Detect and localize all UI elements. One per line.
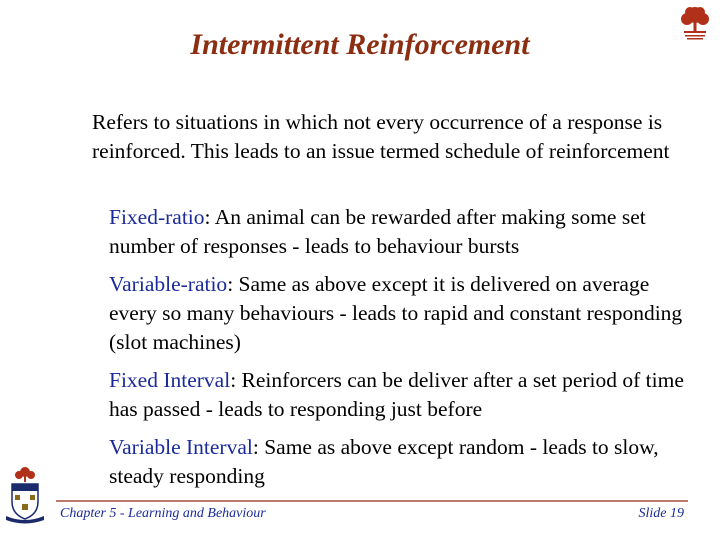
bullet-fixed-ratio bbox=[109, 203, 699, 261]
bullet-fixed-interval bbox=[109, 366, 699, 424]
intro-paragraph: Refers to situations in which not every occurrence of a response is reinforced. This leads to an issue termed schedule of reinforcement bbox=[92, 110, 670, 163]
bullet-text: : An animal can be rewarded after making some set number of responses - leads to behaviour bursts bbox=[109, 205, 646, 258]
bullet-term: Fixed Interval bbox=[109, 368, 231, 392]
bullet-text: : Reinforcers can be deliver after a set period of time has passed - leads to responding just before bbox=[109, 368, 684, 421]
footer-rule bbox=[56, 500, 688, 502]
slide-title: Intermittent Reinforcement bbox=[190, 28, 530, 61]
bullet-term: Fixed-ratio bbox=[109, 205, 205, 229]
bullet-term: Variable-ratio bbox=[109, 272, 228, 296]
bullet-text: : Same as above except random - leads to slow, steady responding bbox=[109, 435, 659, 488]
bullet-text: : Same as above except it is delivered on average every so many behaviours - leads to rapid and constant responding (slot machines) bbox=[109, 272, 683, 354]
bullet-term: Variable Interval bbox=[109, 435, 253, 459]
bullet-variable-interval bbox=[109, 433, 699, 491]
university-crest-icon bbox=[4, 464, 46, 526]
footer-chapter: Chapter 5 - Learning and Behaviour bbox=[60, 506, 266, 521]
bullet-variable-ratio bbox=[109, 270, 699, 357]
footer-slide-number: Slide 19 bbox=[638, 506, 684, 521]
tree-logo-icon bbox=[678, 4, 712, 42]
